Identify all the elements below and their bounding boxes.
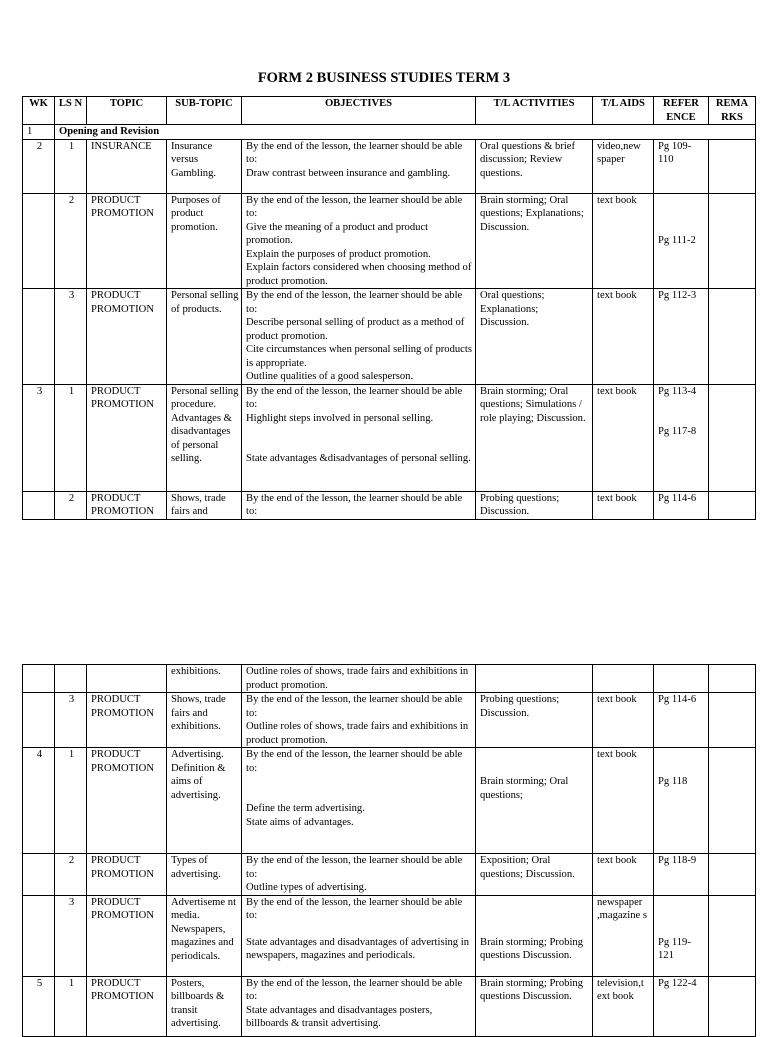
- header-lsn: LS N: [55, 97, 87, 125]
- remarks-cell: [709, 139, 756, 193]
- table-row: [23, 693, 756, 748]
- subtopic-cell: Personal selling of products.: [167, 289, 242, 385]
- lesson-cell: 1: [55, 139, 87, 193]
- table-row: [23, 139, 756, 193]
- week-cell: 2: [23, 139, 55, 193]
- subtopic-cell: Personal selling procedure. Advantages & disadvantages of personal selling.: [167, 384, 242, 491]
- header-aids: T/L AIDS: [593, 97, 654, 125]
- remarks-cell: [709, 193, 756, 289]
- activities-cell: Brain storming; Oral questions; Explanations; Discussion.: [476, 193, 593, 289]
- aids-cell: text book: [593, 491, 654, 519]
- subtopic-cell: Types of advertising.: [167, 854, 242, 896]
- header-reference: REFER ENCE: [654, 97, 709, 125]
- reference-cell: Pg 114-6: [654, 491, 709, 519]
- table-row: [23, 748, 756, 854]
- header-wk: WK: [23, 97, 55, 125]
- topic-cell: PRODUCT PROMOTION: [87, 384, 167, 491]
- activities-cell: Brain storming; Oral questions; Simulations / role playing; Discussion.: [476, 384, 593, 491]
- reference-cell: Pg 111-2: [654, 193, 709, 289]
- aids-cell: text book: [593, 193, 654, 289]
- subtopic-cell: Advertiseme nt media. Newspapers, magazines and periodicals.: [167, 895, 242, 976]
- header-topic: TOPIC: [87, 97, 167, 125]
- remarks-cell: [709, 384, 756, 491]
- header-remarks: REMA RKS: [709, 97, 756, 125]
- week-cell: 1: [23, 125, 55, 140]
- subtopic-cell: Shows, trade fairs and: [167, 491, 242, 519]
- remarks-cell: [709, 976, 756, 1036]
- remarks-cell: [709, 693, 756, 748]
- lesson-cell: 1: [55, 384, 87, 491]
- scheme-table-page-1: [22, 96, 756, 520]
- remarks-cell: [709, 289, 756, 385]
- table-row: [23, 895, 756, 976]
- activities-cell: Brain storming; Probing questions Discussion.: [476, 895, 593, 976]
- lesson-cell: 3: [55, 289, 87, 385]
- lesson-cell: 2: [55, 491, 87, 519]
- objectives-cell: By the end of the lesson, the learner should be able to: State advantages and disadvantages of advertising in newspapers, magazines and periodicals.: [242, 895, 476, 976]
- activities-cell: Probing questions; Discussion.: [476, 491, 593, 519]
- table-row: [23, 976, 756, 1036]
- topic-cell: PRODUCT PROMOTION: [87, 854, 167, 896]
- topic-cell: PRODUCT PROMOTION: [87, 976, 167, 1036]
- lesson-cell: 3: [55, 895, 87, 976]
- aids-cell: newspaper ,magazine s: [593, 895, 654, 976]
- table-row: [23, 125, 756, 140]
- aids-cell: text book: [593, 854, 654, 896]
- reference-cell: Pg 109-110: [654, 139, 709, 193]
- reference-cell: Pg 112-3: [654, 289, 709, 385]
- table-row: [23, 384, 756, 491]
- week-cell: 4: [23, 748, 55, 854]
- reference-cell: Pg 118: [654, 748, 709, 854]
- activities-cell: Probing questions; Discussion.: [476, 693, 593, 748]
- objectives-cell: By the end of the lesson, the learner should be able to:: [242, 491, 476, 519]
- topic-cell: PRODUCT PROMOTION: [87, 748, 167, 854]
- subtopic-cell: Advertising. Definition & aims of advertising.: [167, 748, 242, 854]
- header-row: [23, 97, 756, 125]
- aids-cell: television,t ext book: [593, 976, 654, 1036]
- objectives-cell: By the end of the lesson, the learner should be able to: Describe personal selling of product as a method of product promotion. Cite circumstances when personal selling of products is appropriate. Outline qualities of a good salesperson.: [242, 289, 476, 385]
- scheme-table-page-2: [22, 664, 756, 1037]
- topic-cell: PRODUCT PROMOTION: [87, 193, 167, 289]
- activities-cell: Exposition; Oral questions; Discussion.: [476, 854, 593, 896]
- document-title: FORM 2 BUSINESS STUDIES TERM 3: [257, 70, 511, 86]
- week-cell: 3: [23, 384, 55, 491]
- header-subtopic: SUB-TOPIC: [167, 97, 242, 125]
- remarks-cell: [709, 895, 756, 976]
- objectives-cell: By the end of the lesson, the learner should be able to: Draw contrast between insurance and gambling.: [242, 139, 476, 193]
- lesson-cell: 2: [55, 193, 87, 289]
- opening-revision-cell: Opening and Revision: [55, 125, 756, 140]
- subtopic-cell: Shows, trade fairs and exhibitions.: [167, 693, 242, 748]
- table-row: [23, 193, 756, 289]
- subtopic-cell: Posters, billboards & transit advertising.: [167, 976, 242, 1036]
- reference-cell: Pg 122-4: [654, 976, 709, 1036]
- topic-cell: INSURANCE: [87, 139, 167, 193]
- topic-cell: PRODUCT PROMOTION: [87, 895, 167, 976]
- lesson-cell: 3: [55, 693, 87, 748]
- aids-cell: text book: [593, 289, 654, 385]
- objectives-cell: By the end of the lesson, the learner should be able to: Give the meaning of a product and product promotion. Explain the purposes of product promotion. Explain factors considered when choosing method of product promotion.: [242, 193, 476, 289]
- aids-cell: text book: [593, 693, 654, 748]
- aids-cell: text book: [593, 384, 654, 491]
- subtopic-cell: exhibitions.: [167, 665, 242, 693]
- table-row: [23, 854, 756, 896]
- subtopic-cell: Insurance versus Gambling.: [167, 139, 242, 193]
- objectives-cell: By the end of the lesson, the learner should be able to: Outline roles of shows, trade fairs and exhibitions in product promotion.: [242, 693, 476, 748]
- activities-cell: Brain storming; Oral questions;: [476, 748, 593, 854]
- activities-cell: Oral questions; Explanations; Discussion.: [476, 289, 593, 385]
- lesson-cell: 1: [55, 748, 87, 854]
- aids-cell: text book: [593, 748, 654, 854]
- objectives-cell: Outline roles of shows, trade fairs and exhibitions in product promotion.: [242, 665, 476, 693]
- reference-cell: Pg 113-4 Pg 117-8: [654, 384, 709, 491]
- remarks-cell: [709, 748, 756, 854]
- header-activities: T/L ACTIVITIES: [476, 97, 593, 125]
- week-cell: 5: [23, 976, 55, 1036]
- table-row: [23, 289, 756, 385]
- header-objectives: OBJECTIVES: [242, 97, 476, 125]
- reference-cell: Pg 119-121: [654, 895, 709, 976]
- lesson-cell: 1: [55, 976, 87, 1036]
- topic-cell: PRODUCT PROMOTION: [87, 491, 167, 519]
- objectives-cell: By the end of the lesson, the learner should be able to: Define the term advertising. State aims of advantages.: [242, 748, 476, 854]
- objectives-cell: By the end of the lesson, the learner should be able to: Outline types of advertising.: [242, 854, 476, 896]
- activities-cell: Oral questions & brief discussion; Review questions.: [476, 139, 593, 193]
- objectives-cell: By the end of the lesson, the learner should be able to: Highlight steps involved in personal selling. State advantages &disadvantages of personal selling.: [242, 384, 476, 491]
- table-row: [23, 491, 756, 519]
- subtopic-cell: Purposes of product promotion.: [167, 193, 242, 289]
- activities-cell: Brain storming; Probing questions Discussion.: [476, 976, 593, 1036]
- aids-cell: video,new spaper: [593, 139, 654, 193]
- topic-cell: PRODUCT PROMOTION: [87, 289, 167, 385]
- table-row: [23, 665, 756, 693]
- reference-cell: Pg 118-9: [654, 854, 709, 896]
- objectives-cell: By the end of the lesson, the learner should be able to: State advantages and disadvantages posters, billboards & transit advertising.: [242, 976, 476, 1036]
- topic-cell: PRODUCT PROMOTION: [87, 693, 167, 748]
- lesson-cell: 2: [55, 854, 87, 896]
- remarks-cell: [709, 854, 756, 896]
- remarks-cell: [709, 491, 756, 519]
- reference-cell: Pg 114-6: [654, 693, 709, 748]
